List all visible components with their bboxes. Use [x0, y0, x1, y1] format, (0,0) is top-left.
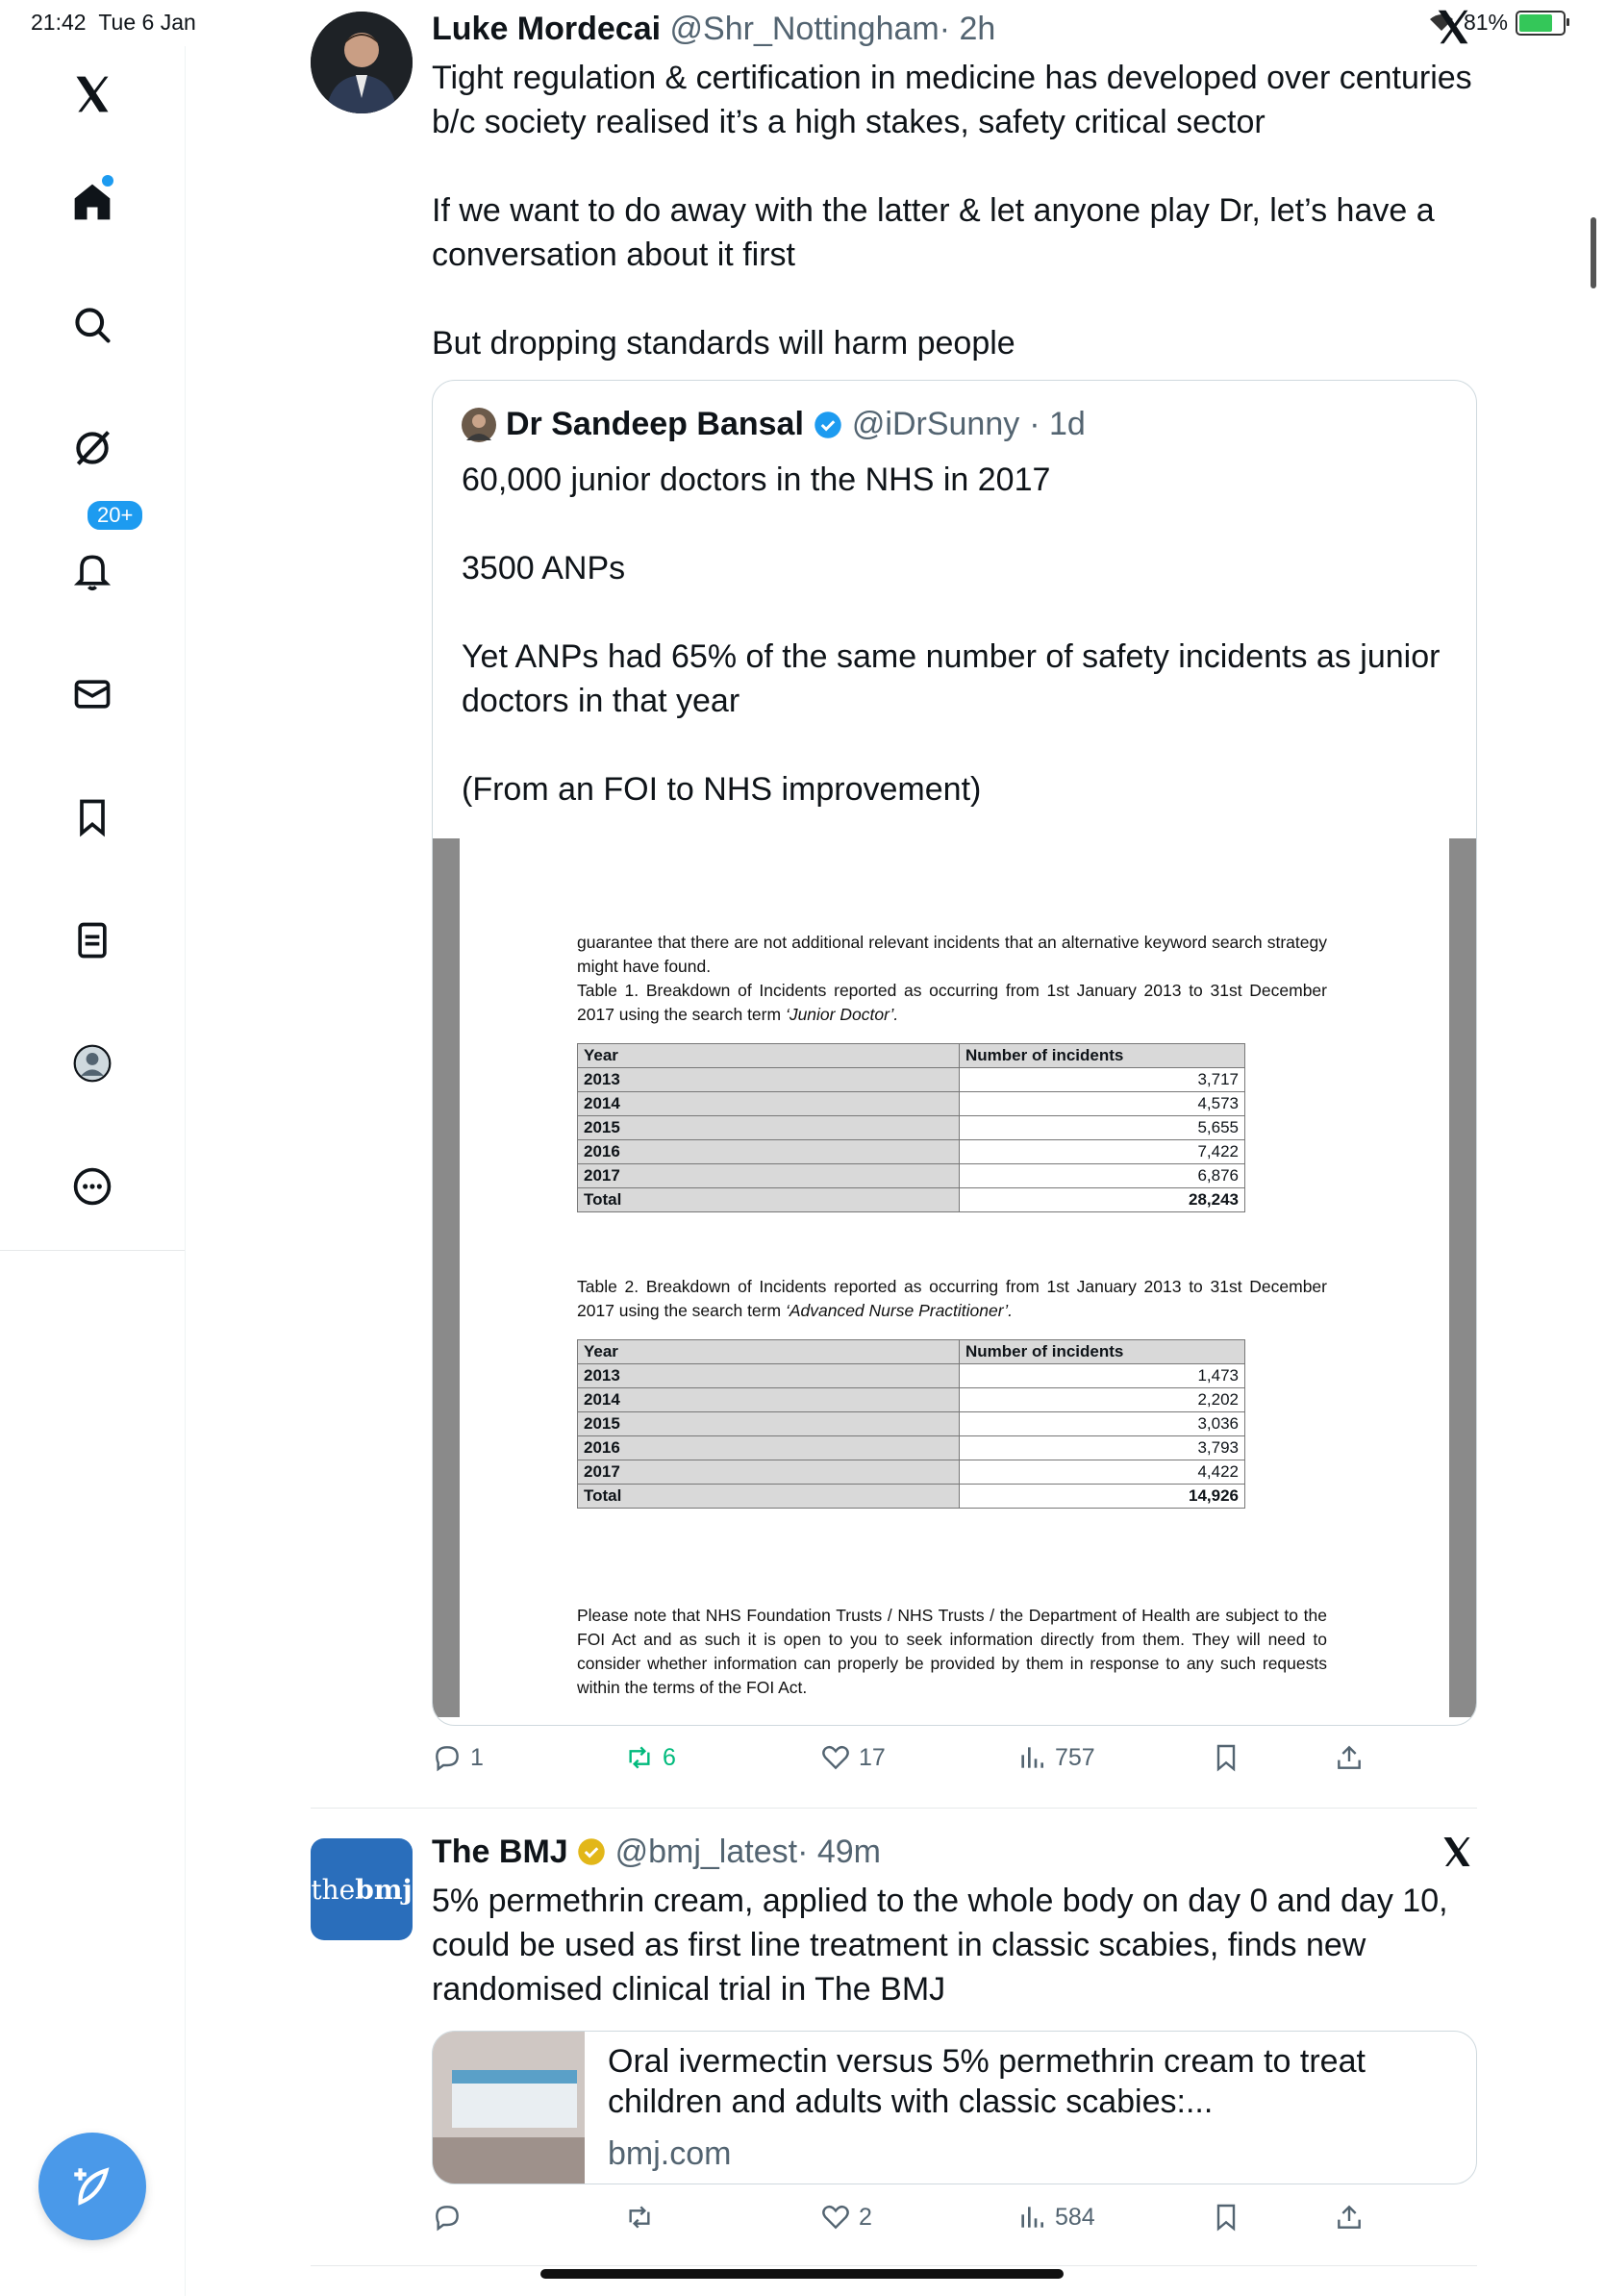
table2-col-incidents: Number of incidents: [960, 1340, 1245, 1364]
lists-icon[interactable]: [63, 911, 121, 969]
home-unread-dot: [102, 175, 113, 187]
tweet2-views-button[interactable]: [1016, 2202, 1095, 2233]
table2-year: 2014: [578, 1388, 960, 1412]
table2-value: 2,202: [960, 1388, 1245, 1412]
table1-year: 2016: [578, 1140, 960, 1164]
repost-icon: [624, 1742, 655, 1773]
table2-value: 3,793: [960, 1436, 1245, 1460]
quote-author-name[interactable]: Dr Sandeep Bansal: [506, 406, 804, 442]
bmj-logo-text-bmj: bmj: [355, 1873, 413, 1906]
table2-row: [578, 1388, 1245, 1412]
table2-year: 2017: [578, 1460, 960, 1485]
bookmarks-icon[interactable]: [63, 788, 121, 846]
views-chart-icon: [1016, 1742, 1047, 1773]
heart-icon: [820, 2202, 851, 2233]
battery-icon: [1516, 11, 1566, 36]
profile-avatar-icon[interactable]: [63, 1035, 121, 1092]
tweet2-action-bar: [432, 2202, 1477, 2244]
battery-fill: [1519, 14, 1552, 32]
verified-badge-icon: [814, 411, 842, 439]
tweet2-reply-button[interactable]: [432, 2202, 463, 2233]
reply-icon: [432, 1742, 463, 1773]
tweet2-author-handle[interactable]: @bmj_latest: [614, 1834, 798, 1870]
quote-image-document[interactable]: [433, 838, 1476, 1717]
bmj-logo-text-the: the: [311, 1873, 356, 1906]
table1-year: 2014: [578, 1092, 960, 1116]
grok-icon[interactable]: [63, 419, 121, 477]
compose-post-button[interactable]: [38, 2133, 146, 2240]
x-grok-icon-2[interactable]: [1440, 1834, 1474, 1879]
tweet-header: [432, 8, 1477, 50]
x-grok-icon[interactable]: [1433, 8, 1477, 56]
table2-year: 2013: [578, 1364, 960, 1388]
tweet2-like-count: 2: [859, 2203, 872, 2231]
tweet-author-avatar[interactable]: [311, 12, 413, 113]
share-button[interactable]: [1334, 1742, 1365, 1773]
tweet2-bookmark-button[interactable]: [1211, 2202, 1241, 2233]
table2-year: 2016: [578, 1436, 960, 1460]
table1-value: 6,876: [960, 1164, 1245, 1188]
heart-icon: [820, 1742, 851, 1773]
status-time: 21:42 Tue 6 Jan: [31, 10, 196, 35]
table2-year: 2015: [578, 1412, 960, 1436]
bookmark-button[interactable]: [1211, 1742, 1241, 1773]
sidebar-divider: [0, 1250, 185, 1251]
table2-row: [578, 1485, 1245, 1509]
verified-gold-badge-icon: [577, 1837, 606, 1866]
table1-row: [578, 1188, 1245, 1212]
table1-year: 2013: [578, 1068, 960, 1092]
views-chart-icon: [1016, 2202, 1047, 2233]
bookmark-icon: [1211, 2202, 1241, 2233]
quote-post-time: · 1d: [1029, 406, 1086, 442]
table2-row: [578, 1460, 1245, 1485]
reply-button[interactable]: [432, 1742, 484, 1773]
tweet2-text: 5% permethrin cream, applied to the whole body on day 0 and day 10, could be used as first line treatment in classic scabies, finds new randomised clinical trial in The BMJ: [432, 1883, 1448, 2008]
share-icon: [1334, 1742, 1365, 1773]
document-page: [460, 838, 1449, 1717]
table2-value: 1,473: [960, 1364, 1245, 1388]
reply-count: 1: [470, 1743, 484, 1771]
table1-col-year: Year: [578, 1044, 960, 1068]
doc-table1-caption: Table 1. Breakdown of Incidents reported as occurring from 1st January 2013 to 31st December 2017 using the search term ‘Junior Doctor’.: [577, 981, 1327, 1024]
share-icon: [1334, 2202, 1365, 2233]
like-count: 17: [859, 1743, 886, 1771]
quote-header: [462, 406, 1086, 443]
doc-note: Please note that NHS Foundation Trusts / NHS Trusts / the Department of Health are subject to the FOI Act and as such it is open to you to seek information directly from them. They will need to consider whether information can properly be provided by them in response to any such requests within the terms of the FOI Act.: [577, 1606, 1327, 1697]
notifications-bell-icon[interactable]: [63, 542, 121, 600]
compose-feather-icon: [68, 2162, 116, 2210]
link-card-thumbnail: [433, 2032, 585, 2184]
table1-row: [578, 1164, 1245, 1188]
doc-intro: guarantee that there are not additional relevant incidents that an alternative keyword search strategy might have found.: [577, 933, 1327, 976]
doc-table2-caption: Table 2. Breakdown of Incidents reported as occurring from 1st January 2013 to 31st December 2017 using the search term ‘Advanced Nurse Practitioner’.: [577, 1277, 1327, 1320]
table2-value: 3,036: [960, 1412, 1245, 1436]
tweet1-action-bar: [432, 1742, 1477, 1784]
link-card-title: Oral ivermectin versus 5% permethrin cream to treat children and adults with classic scabies:...: [608, 2043, 1366, 2120]
bmj-logo-avatar[interactable]: [311, 1838, 413, 1940]
table1-row: [578, 1140, 1245, 1164]
tweet2-header: [432, 1831, 1477, 1873]
tweet-separator-2: [311, 2265, 1477, 2266]
quote-author-handle[interactable]: @iDrSunny: [851, 406, 1020, 442]
quote-author-avatar[interactable]: [462, 408, 496, 442]
views-button[interactable]: [1016, 1742, 1095, 1773]
repost-icon: [624, 2202, 655, 2233]
author-name[interactable]: Luke Mordecai: [432, 11, 662, 47]
table2-row: [578, 1412, 1245, 1436]
table1-row: [578, 1068, 1245, 1092]
link-preview-card[interactable]: [432, 2031, 1477, 2184]
table1-value: 28,243: [960, 1188, 1245, 1212]
x-logo-icon[interactable]: [63, 65, 121, 123]
quoted-tweet[interactable]: [432, 380, 1477, 1726]
tweet2-views-count: 584: [1055, 2203, 1095, 2231]
more-options-icon[interactable]: [63, 1158, 121, 1215]
doc-table2: [577, 1339, 1245, 1509]
table2-row: [578, 1436, 1245, 1460]
table2-year: Total: [578, 1485, 960, 1509]
tweet-text: Tight regulation & certification in medicine has developed over centuries b/c society realised it’s a high stakes, safety critical sector If we want to do away with the latter & let anyone play Dr, let’s have a conversation about it first But dropping standards will harm people: [432, 60, 1472, 362]
search-icon[interactable]: [63, 296, 121, 354]
author-handle[interactable]: @Shr_Nottingham: [669, 11, 940, 47]
messages-envelope-icon[interactable]: [63, 665, 121, 723]
tweet-separator: [311, 1808, 1477, 1809]
table1-value: 5,655: [960, 1116, 1245, 1140]
table1-value: 3,717: [960, 1068, 1245, 1092]
table1-year: 2015: [578, 1116, 960, 1140]
table2-col-year: Year: [578, 1340, 960, 1364]
table1-value: 4,573: [960, 1092, 1245, 1116]
reply-icon: [432, 2202, 463, 2233]
tweet2-author-name[interactable]: The BMJ: [432, 1834, 568, 1870]
table1-value: 7,422: [960, 1140, 1245, 1164]
battery-percent: 81%: [1463, 10, 1508, 35]
link-card-domain: bmj.com: [608, 2135, 732, 2172]
tweet2-repost-button[interactable]: [624, 2202, 655, 2233]
repost-button[interactable]: [624, 1742, 676, 1773]
doc-table1: [577, 1043, 1245, 1212]
table1-col-incidents: Number of incidents: [960, 1044, 1245, 1068]
bookmark-icon: [1211, 1742, 1241, 1773]
like-button[interactable]: [820, 1742, 886, 1773]
tweet2-post-time: · 49m: [797, 1834, 881, 1870]
table2-row: [578, 1364, 1245, 1388]
table1-year: 2017: [578, 1164, 960, 1188]
table1-year: Total: [578, 1188, 960, 1212]
tweet2-share-button[interactable]: [1334, 2202, 1365, 2233]
views-count: 757: [1055, 1743, 1095, 1771]
post-time: · 2h: [939, 11, 996, 47]
table1-row: [578, 1116, 1245, 1140]
table2-value: 4,422: [960, 1460, 1245, 1485]
table1-row: [578, 1092, 1245, 1116]
repost-count: 6: [663, 1743, 676, 1771]
table2-value: 14,926: [960, 1485, 1245, 1509]
quote-text: 60,000 junior doctors in the NHS in 2017 3500 ANPs Yet ANPs had 65% of the same number of safety incidents as junior doctors in that year (From an FOI to NHS improvement): [462, 462, 1441, 808]
tweet2-like-button[interactable]: [820, 2202, 872, 2233]
home-indicator[interactable]: [540, 2269, 1064, 2279]
notifications-badge: 20+: [85, 498, 145, 533]
scrollbar[interactable]: [1591, 217, 1596, 288]
